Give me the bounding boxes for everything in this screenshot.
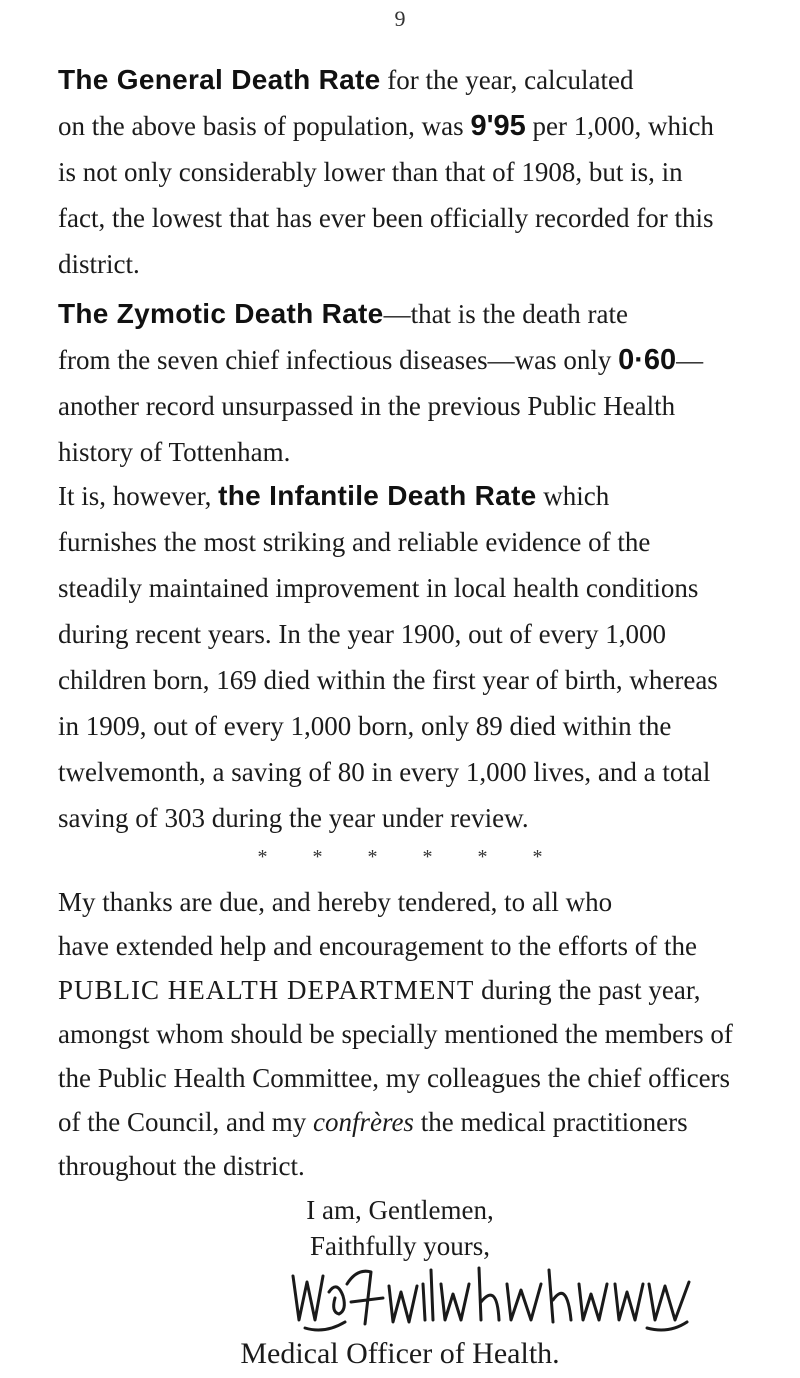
paragraph-infantile-death-rate-line-1: It is, however, the Infantile Death Rate which [58,480,610,511]
paragraph-zymotic-death-rate-line-2: from the seven chief infectious diseases—was only 0·60— [58,344,704,376]
paragraph-infantile-death-rate-line-8: saving of 303 during the year under review. [58,803,529,833]
paragraph-infantile-death-rate-line-5: children born, 169 died within the first year of birth, whereas [58,665,718,695]
closing-salutation: I am, Gentlemen, [306,1195,494,1225]
zymotic-death-rate-value: 0·60 [618,344,677,376]
paragraph-zymotic-death-rate-line-4: history of Tottenham. [58,437,291,467]
paragraph-thanks-line-5: the Public Health Committee, my colleagues the chief officers [58,1063,731,1093]
paragraph-infantile-death-rate-line-3: steadily maintained improvement in local health conditions [58,573,699,603]
paragraph-general-death-rate-line-1: The General Death Rate for the year, calculated [58,64,634,95]
heading-zymotic-death-rate: The Zymotic Death Rate [58,298,384,329]
paragraph-general-death-rate-line-3: is not only considerably lower than that of 1908, but is, in [58,157,683,187]
paragraph-infantile-death-rate-line-6: in 1909, out of every 1,000 born, only 89 died within the [58,711,672,741]
page-number: 9 [394,6,406,31]
paragraph-thanks-line-3: PUBLIC HEALTH DEPARTMENT during the past year, [58,975,701,1005]
paragraph-infantile-death-rate-line-2: furnishes the most striking and reliable evidence of the [58,527,651,557]
general-death-rate-value: 9'95 [470,110,526,142]
section-separator-stars: * * * * * * [257,846,543,868]
confreres-italic: confrères [312,1107,414,1137]
paragraph-thanks-line-4: amongst whom should be specially mentioned the members of [58,1019,733,1049]
paragraph-zymotic-death-rate-line-3: another record unsurpassed in the previous Public Health [58,391,676,421]
paragraph-thanks-line-6: of the Council, and my confrères the medical practitioners [58,1107,688,1137]
signature-drawing [285,1262,715,1334]
paragraph-general-death-rate-line-5: district. [58,249,140,279]
signature-image [285,1262,715,1334]
paragraph-general-death-rate-line-2: on the above basis of population, was 9'95 per 1,000, which [58,110,714,142]
paragraph-zymotic-death-rate-line-1: The Zymotic Death Rate—that is the death rate [58,298,628,329]
paragraph-general-death-rate-line-4: fact, the lowest that has ever been officially recorded for this [58,203,714,233]
heading-infantile-death-rate: the Infantile Death Rate [218,480,537,511]
heading-general-death-rate: The General Death Rate [58,64,381,95]
paragraph-thanks-line-1: My thanks are due, and hereby tendered, to all who [58,887,613,917]
paragraph-thanks-line-2: have extended help and encouragement to the efforts of the [58,931,697,961]
paragraph-thanks-line-7: throughout the district. [58,1151,305,1181]
signature-title: Medical Officer of Health. [240,1337,560,1370]
closing-faithfully: Faithfully yours, [310,1231,490,1261]
public-health-department-caps: PUBLIC HEALTH DEPARTMENT [58,975,475,1005]
paragraph-infantile-death-rate-line-7: twelvemonth, a saving of 80 in every 1,000 lives, and a total [58,757,711,787]
paragraph-infantile-death-rate-line-4: during recent years. In the year 1900, out of every 1,000 [58,619,667,649]
